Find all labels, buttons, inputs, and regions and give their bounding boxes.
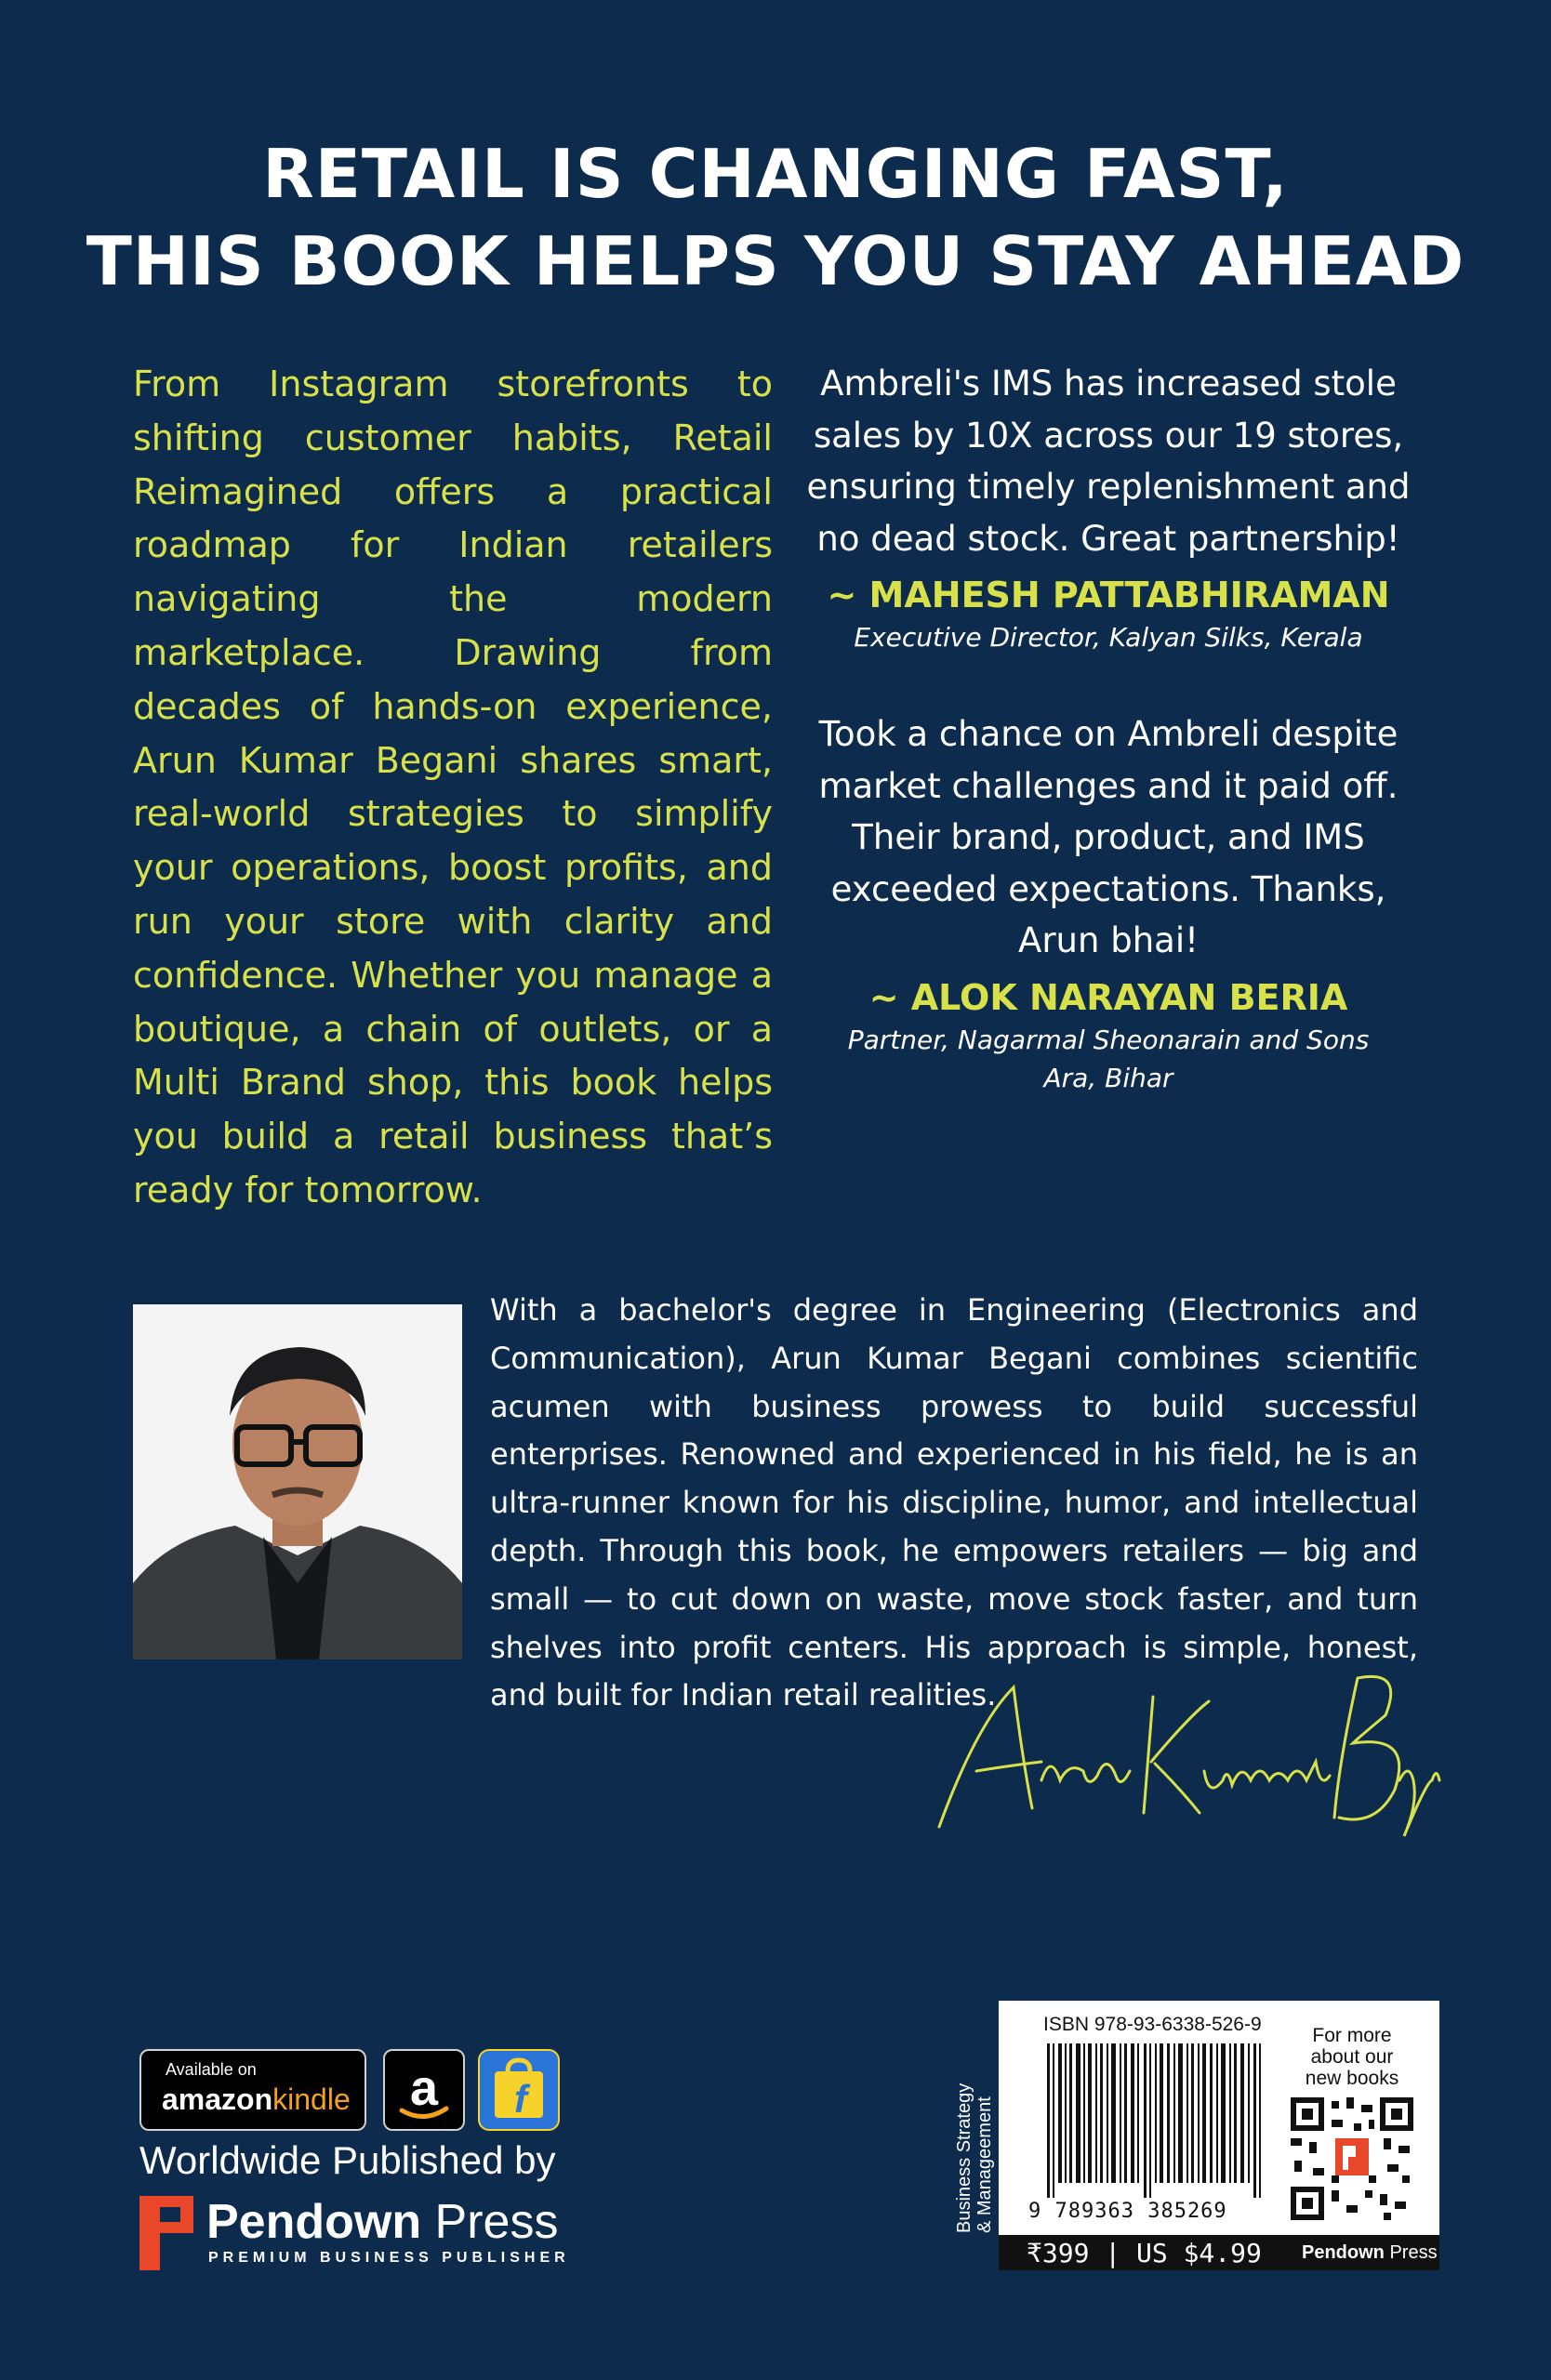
isbn-barcode-panel [947,2001,1439,2270]
price-bar-publisher: Pendown Press [1302,2242,1438,2263]
price-bar [999,2235,1439,2270]
for-more-books-text: For more about our new books [1305,2025,1399,2089]
testimonial-role: Partner, Nagarmal Sheonarain and Sons [847,1024,1370,1055]
kindle-brand-text: amazonkindle [162,2082,351,2116]
testimonials [802,358,1415,1097]
pendown-logo-icon [139,2196,193,2275]
author-photo [133,1304,462,1659]
svg-text:a: a [409,2060,439,2116]
author-signature [921,1650,1441,1850]
testimonial [802,708,1415,1097]
barcode-icon [1047,2043,1270,2198]
testimonial-quote: Ambreli's IMS has increased stole sales by 10X across our 19 stores, ensuring timely replenishment and no dead stock. Great partnership! [806,364,1411,559]
worldwide-published-by: Worldwide Published by [139,2138,556,2182]
amazon-a-icon[interactable] [383,2049,465,2131]
publisher-name: Pendown Press [206,2195,559,2249]
headline-line-1: RETAIL IS CHANGING FAST, [262,135,1289,213]
publisher-tagline: PREMIUM BUSINESS PUBLISHER [208,2250,570,2266]
svg-text:f: f [514,2077,527,2121]
author-bio: With a bachelor's degree in Engineering (Electronics and Communication), Arun Kumar Begani combines scientific acumen with business prowess to build successful enterprises. Renowned and experienced in his field, he is an ultra-runner known for his discipline, humor, and intellectual depth. Through this book, he empowers retailers — big and small — to cut down on waste, move stock faster, and turn shelves into profit centers. His approach is simple, honest, and built for Indian retail realities. [490,1292,1418,1713]
flipkart-bag-icon[interactable] [478,2049,560,2131]
isbn-number: ISBN 978-93-6338-526-9 [1043,2014,1262,2035]
testimonial-quote: Took a chance on Ambreli despite market challenges and it paid off. Their brand, product, and IMS exceeded expectations. Thanks, Arun bhai! [818,714,1399,960]
book-price: ₹399 | US $4.99 [1027,2238,1262,2268]
testimonial-location: Ara, Bihar [1043,1062,1173,1093]
qr-code-icon[interactable] [1291,2097,1413,2220]
testimonial-author: ~ MAHESH PATTABHIRAMAN [827,575,1390,615]
testimonial [802,358,1415,656]
headline-line-2: THIS BOOK HELPS YOU STAY AHEAD [86,222,1465,300]
book-category: Business Strategy & Manageement [954,2082,995,2233]
testimonial-author: ~ ALOK NARAYAN BERIA [868,976,1348,1018]
kindle-available-text: Available on [166,2060,257,2079]
amazon-kindle-badge[interactable] [139,2049,366,2131]
headline [0,130,1551,305]
category-spine [947,2001,999,2270]
barcode-digits: 9 789363 385269 [1028,2200,1227,2223]
testimonial-role: Executive Director, Kalyan Silks, Kerala [854,622,1363,653]
book-blurb: From Instagram storefronts to shifting customer habits, Retail Reimagined offers a practical roadmap for Indian retailers navigating the modern marketplace. Drawing from decades of hands-on experience, Arun Kumar Begani shares smart, real-world strategies to simplify your operations, boost profits, and run your store with clarity and confidence. Whether you manage a boutique, a chain of outlets, or a Multi Brand shop, this book helps you build a retail business that’s ready for tomorrow. [133,364,773,1210]
